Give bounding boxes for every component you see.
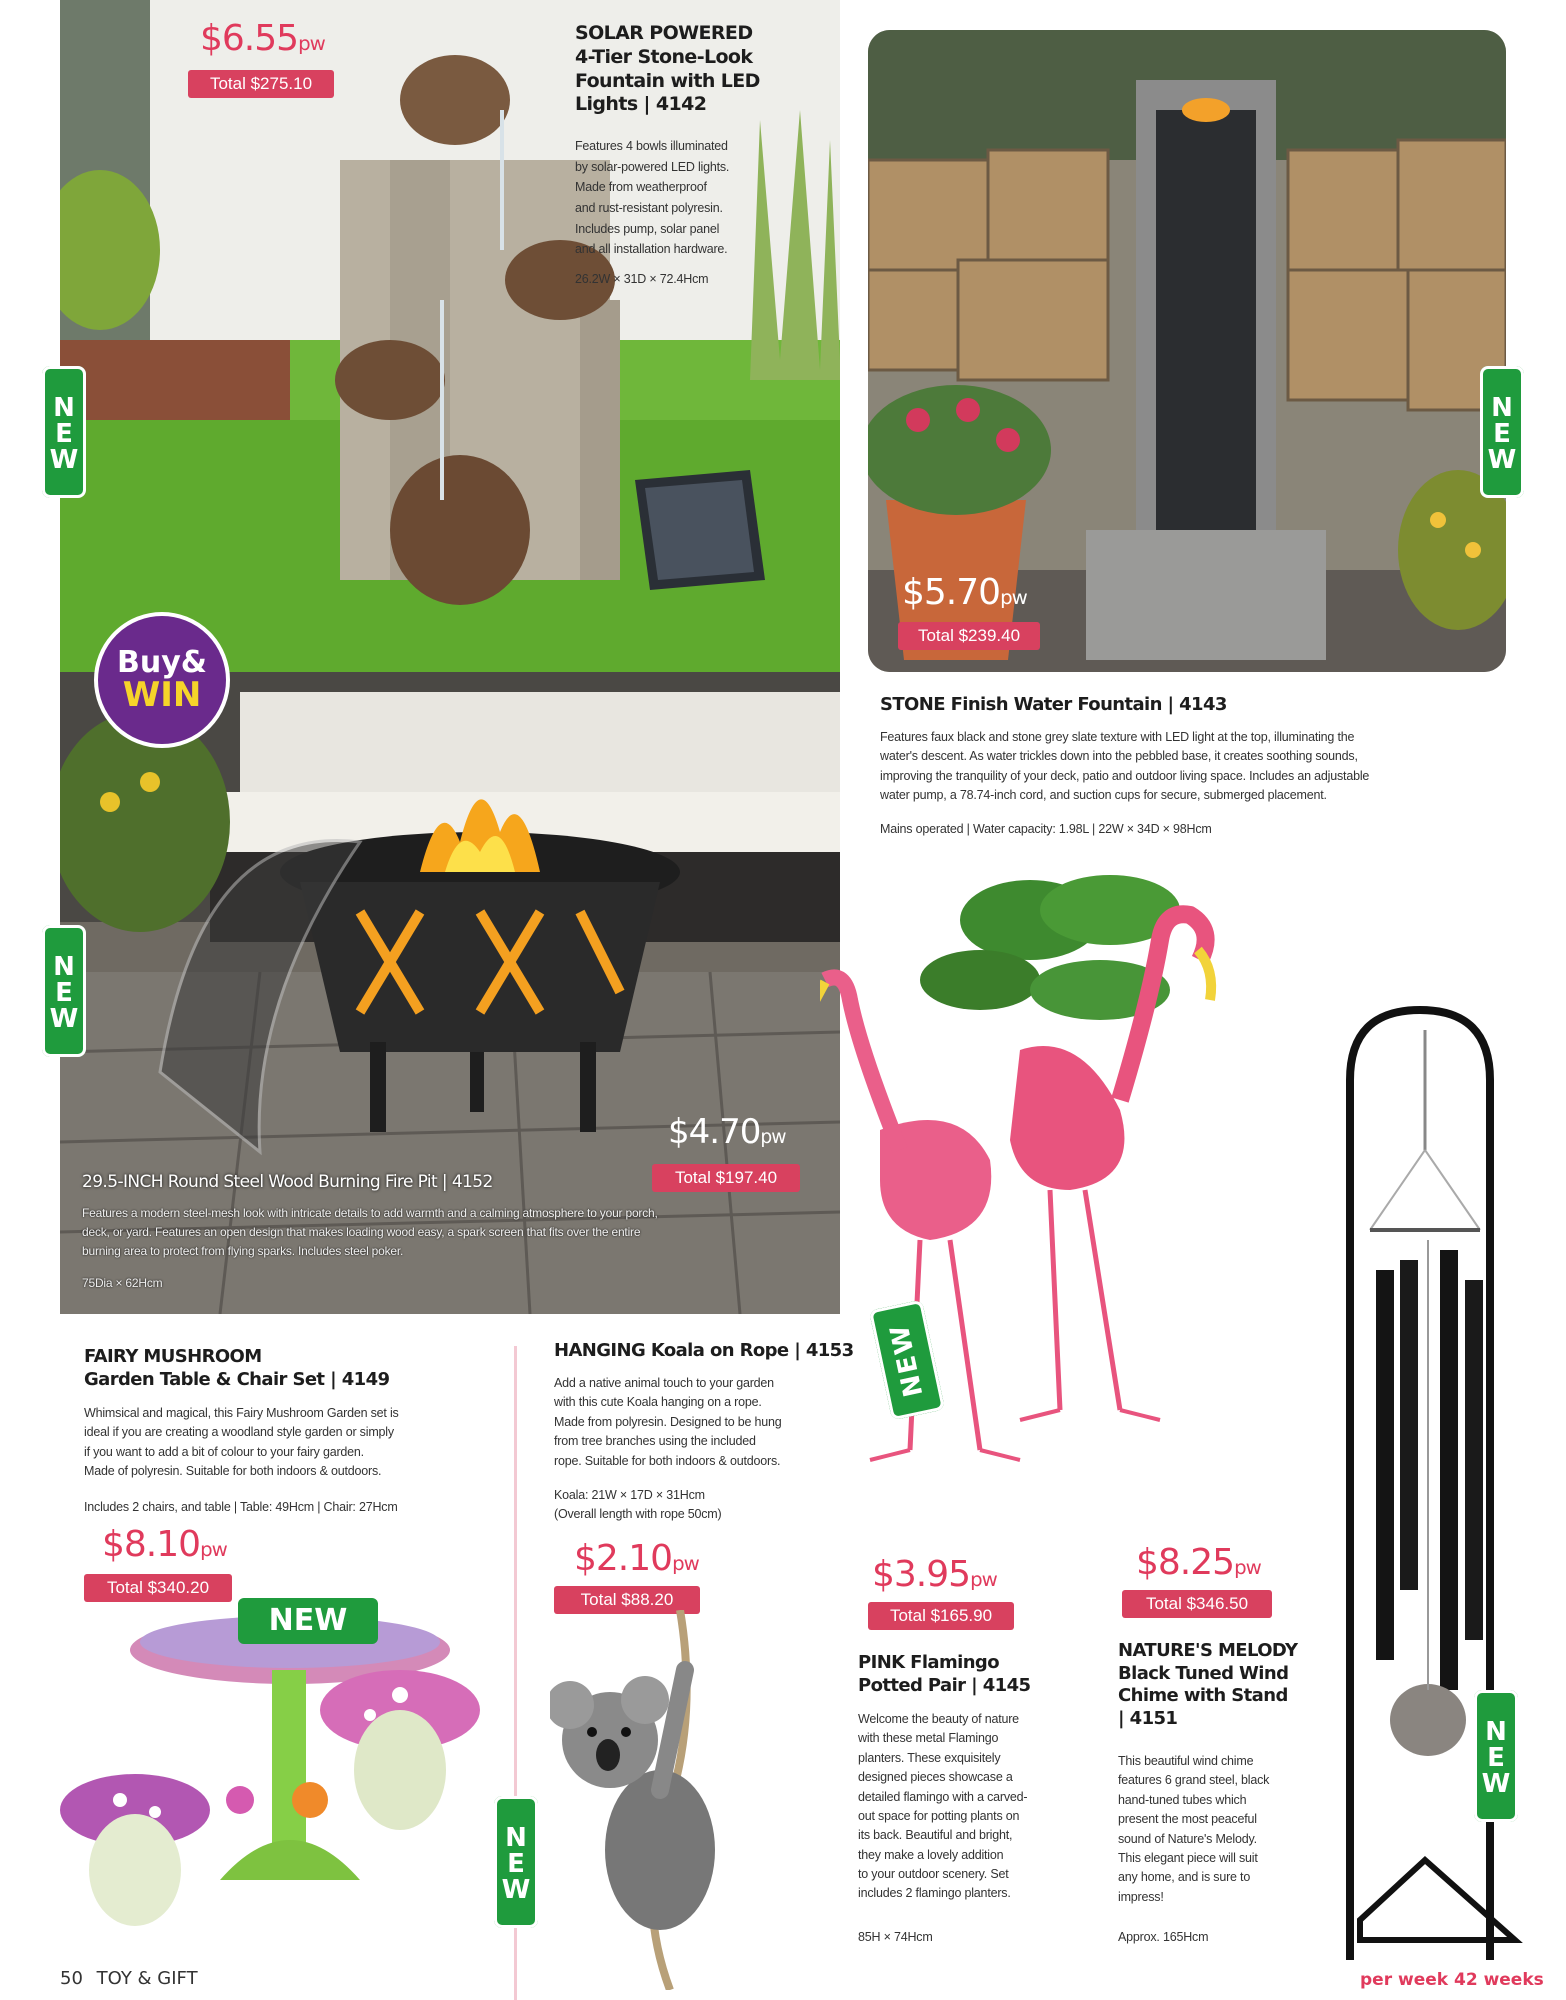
total-4153: Total $88.20 xyxy=(554,1586,700,1614)
total-4149: Total $340.20 xyxy=(84,1574,232,1602)
desc-4145: Welcome the beauty of nature with these metal Flamingo planters. These exquisitely designed pieces showcase a detailed flamingo with a carved- out space for potting plants on its back. Beautiful and bright, they make a lovely addition to your outdoor scenery. Set includes 2 flamingo planters. xyxy=(858,1712,1028,1901)
spec-4149: Includes 2 chairs, and table | Table: 49Hcm | Chair: 27Hcm xyxy=(84,1500,398,1514)
price-4149: $8.10pw xyxy=(102,1524,227,1565)
title-4143: STONE Finish Water Fountain | 4143 xyxy=(880,694,1227,715)
title-4152: 29.5-INCH Round Steel Wood Burning Fire Pit | 4152 xyxy=(82,1172,493,1192)
spec-4143: Mains operated | Water capacity: 1.98L | 22W × 34D × 98Hcm xyxy=(880,822,1212,836)
price-4145: $3.95pw xyxy=(872,1554,997,1595)
spec-4145: 85H × 74Hcm xyxy=(858,1930,933,1944)
title-4142: SOLAR POWERED 4-Tier Stone-Look Fountain with LED Lights | 4142 xyxy=(575,22,760,116)
price-4153: $2.10pw xyxy=(574,1538,699,1579)
price-4151: $8.25pw xyxy=(1136,1542,1261,1583)
new-tab-4142: NEW xyxy=(42,366,86,498)
desc-4143: Features faux black and stone grey slate texture with LED light at the top, illuminating the water's descent. As water trickles down into the pebbled base, it creates soothing sounds, improving the tranquility of your deck, patio and outdoor living space. Includes an adjustable water pump, a 78.74-inch cord, and suction cups for secure, submerged placement. xyxy=(880,730,1370,803)
spec-4142: 26.2W × 31D × 72.4Hcm xyxy=(575,272,709,286)
price-4143: $5.70pw xyxy=(902,572,1027,613)
spec-4152: 75Dia × 62Hcm xyxy=(82,1276,163,1290)
footer-note: per week 42 weeks xyxy=(1360,1970,1544,1990)
koala-photo xyxy=(550,1610,780,1990)
title-4145: PINK Flamingo Potted Pair | 4145 xyxy=(858,1652,1031,1696)
total-4145: Total $165.90 xyxy=(868,1602,1014,1630)
new-tab-4151: NEW xyxy=(1474,1690,1518,1822)
spec-4153: Koala: 21W × 17D × 31Hcm (Overall length with rope 50cm) xyxy=(554,1488,722,1522)
price-4142: $6.55pw xyxy=(200,18,325,59)
fairy-mushroom-photo xyxy=(60,1600,500,1940)
new-tab-4152: NEW xyxy=(42,925,86,1057)
title-4153: HANGING Koala on Rope | 4153 xyxy=(554,1340,854,1361)
new-tab-4145: NEW xyxy=(869,1300,945,1421)
desc-4151: This beautiful wind chime features 6 grand steel, black hand-tuned tubes which present the most peaceful sound of Nature's Melody. This elegant piece will suit any home, and is sure to impress! xyxy=(1118,1754,1270,1904)
total-4143: Total $239.40 xyxy=(898,622,1040,650)
new-tab-4153: NEW xyxy=(494,1796,538,1928)
new-tab-4143: NEW xyxy=(1480,366,1524,498)
desc-4142: Features 4 bowls illuminated by solar-powered LED lights. Made from weatherproof and rust-resistant polyresin. Includes pump, solar panel and all installation hardware. xyxy=(575,139,730,257)
spec-4151: Approx. 165Hcm xyxy=(1118,1930,1209,1944)
total-4151: Total $346.50 xyxy=(1122,1590,1272,1618)
total-4142: Total $275.10 xyxy=(188,70,334,98)
desc-4153: Add a native animal touch to your garden with this cute Koala hanging on a rope. Made from polyresin. Designed to be hung from tree branches using the included rope. Suitable for both indoors & outdoors. xyxy=(554,1376,782,1468)
page-number: 50 xyxy=(60,1968,83,1989)
page-footer-section xyxy=(60,1968,198,1989)
desc-4152: Features a modern steel-mesh look with intricate details to add warmth and a calming atmosphere to your porch, deck, or yard. Features an open design that makes loading wood easy, a spark screen that fits over the entire burning area to protect from flying sparks. Includes steel poker. xyxy=(82,1206,658,1259)
buy-and-win-badge: Buy& WIN xyxy=(94,612,230,748)
desc-4149: Whimsical and magical, this Fairy Mushroom Garden set is ideal if you are creating a woodland style garden or simply if you want to add a bit of colour to your fairy garden. Made of polyresin. Suitable for both indoors & outdoors. xyxy=(84,1406,399,1479)
new-banner-4149: NEW xyxy=(238,1598,378,1644)
total-4152: Total $197.40 xyxy=(652,1164,800,1192)
title-4149: FAIRY MUSHROOM Garden Table & Chair Set | 4149 xyxy=(84,1346,390,1390)
title-4151: NATURE'S MELODY Black Tuned Wind Chime with Stand | 4151 xyxy=(1118,1640,1298,1729)
section-name: TOY & GIFT xyxy=(96,1968,198,1989)
price-4152: $4.70pw xyxy=(668,1112,786,1152)
